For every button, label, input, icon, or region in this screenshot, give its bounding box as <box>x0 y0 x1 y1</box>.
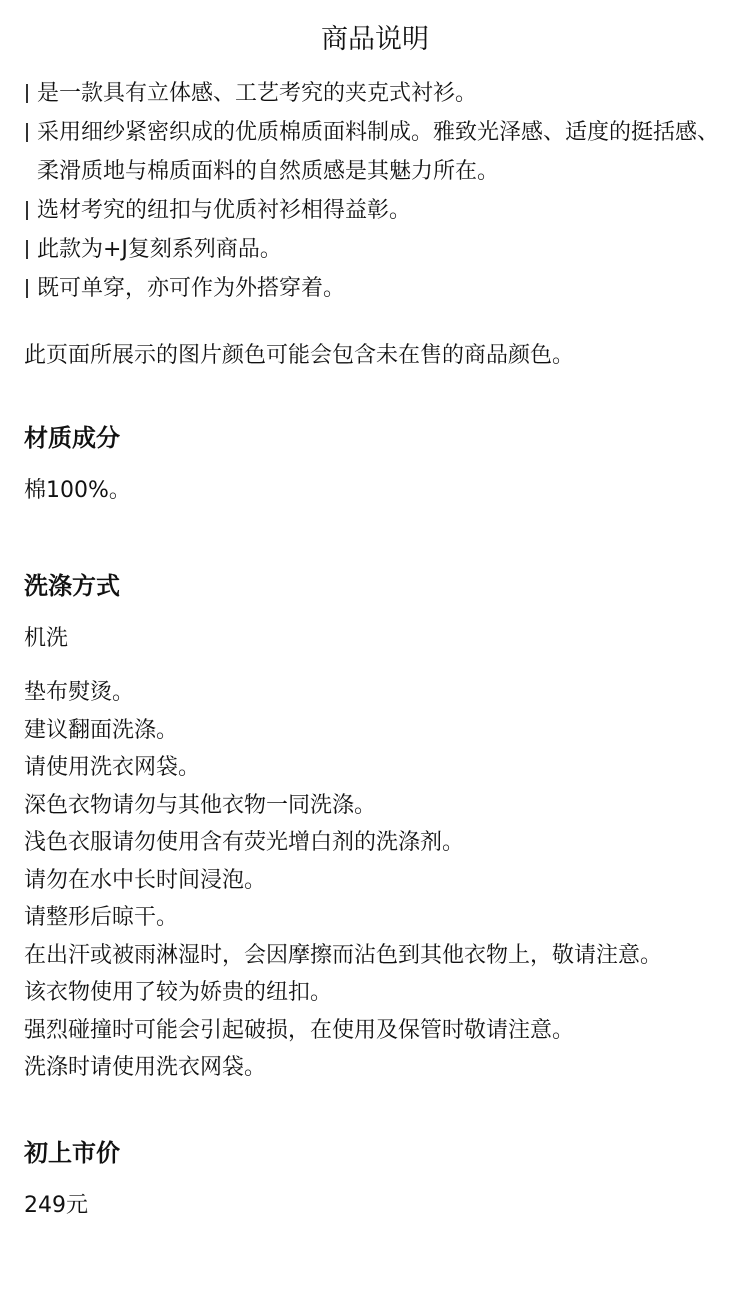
washing-heading: 洗涤方式 <box>24 572 120 600</box>
description-list <box>24 74 726 308</box>
description-item: 既可单穿，亦可作为外搭穿着。 <box>24 269 726 308</box>
material-heading: 材质成分 <box>24 424 120 452</box>
description-item: 是一款具有立体感、工艺考究的夹克式衬衫。 <box>24 74 726 113</box>
washing-instruction: 请整形后晾干。 <box>24 905 179 930</box>
price-heading: 初上市价 <box>24 1138 120 1167</box>
material-value: 棉100%。 <box>24 478 131 503</box>
washing-instruction: 请使用洗衣网袋。 <box>24 755 201 780</box>
washing-instructions-list <box>24 674 726 1087</box>
description-item: 选材考究的纽扣与优质衬衫相得益彰。 <box>24 191 726 230</box>
washing-instruction: 请勿在水中长时间浸泡。 <box>24 867 267 893</box>
washing-instruction: 垫布熨烫。 <box>24 680 135 705</box>
washing-method: 机洗 <box>24 626 69 651</box>
washing-instruction: 该衣物使用了较为娇贵的纽扣。 <box>24 980 333 1005</box>
price-value: 249元 <box>24 1192 88 1218</box>
color-note: 此页面所展示的图片颜色可能会包含未在售的商品颜色。 <box>24 343 575 368</box>
washing-instruction: 浅色衣服请勿使用含有荧光增白剂的洗涤剂。 <box>24 830 465 855</box>
washing-instruction: 深色衣物请勿与其他衣物一同洗涤。 <box>24 792 377 818</box>
washing-instruction: 建议翻面洗涤。 <box>24 717 179 743</box>
price-section <box>24 1133 726 1225</box>
description-item: 采用细纱紧密织成的优质棉质面料制成。雅致光泽感、适度的挺括感、柔滑质地与棉质面料的自然质感是其魅力所在。 <box>24 113 726 191</box>
page-title: 商品说明 <box>321 24 429 55</box>
washing-instruction: 在出汗或被雨淋湿时，会因摩擦而沾色到其他衣物上，敬请注意。 <box>24 942 663 968</box>
washing-section <box>24 566 726 1087</box>
description-item: 此款为+J复刻系列商品。 <box>24 230 726 269</box>
washing-instruction: 洗涤时请使用洗衣网袋。 <box>24 1055 267 1080</box>
washing-instruction: 强烈碰撞时可能会引起破损，在使用及保管时敬请注意。 <box>24 1017 575 1043</box>
material-section <box>24 418 726 510</box>
